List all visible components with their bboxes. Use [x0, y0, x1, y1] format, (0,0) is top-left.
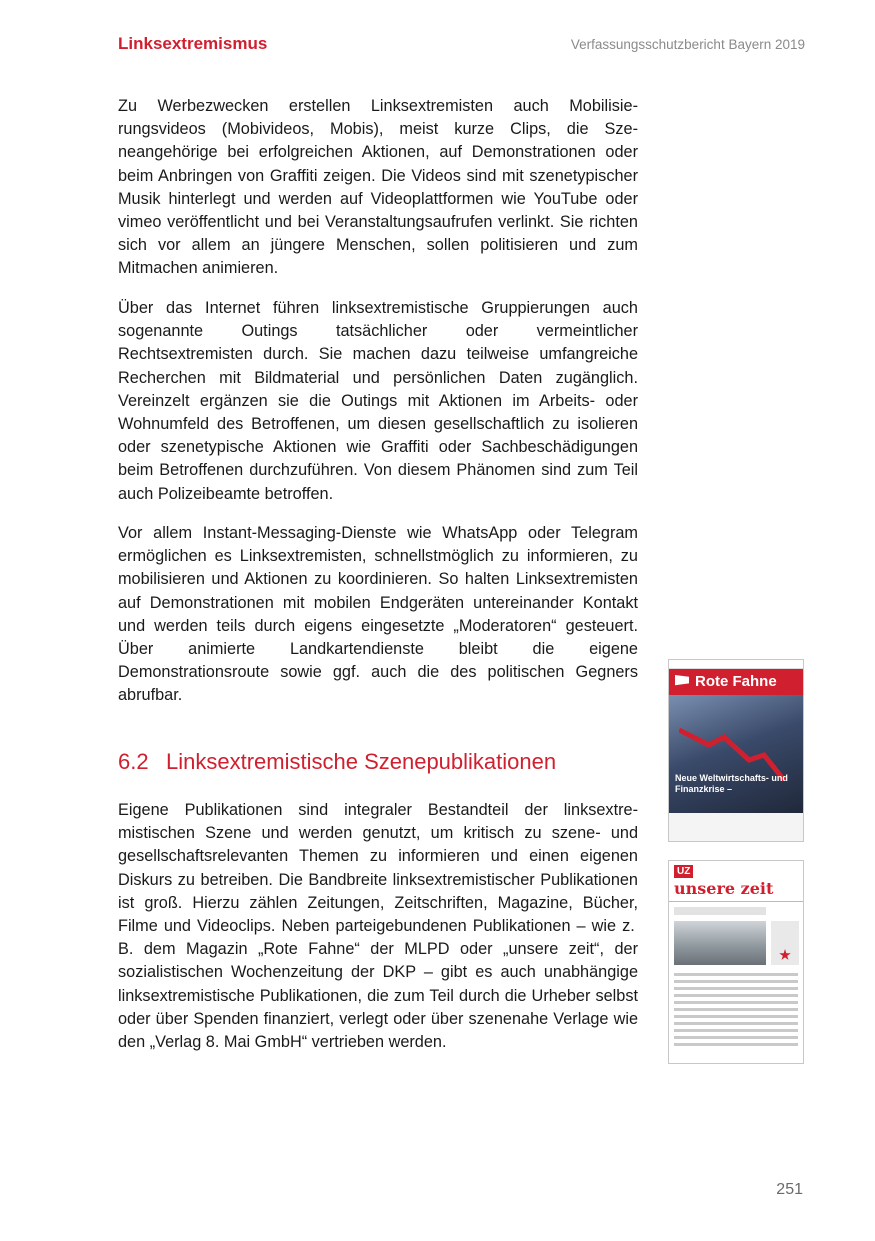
- cover-top-strip: [669, 660, 803, 669]
- cover-footer: [669, 813, 803, 842]
- section-title: Linksextremistische Szenepublikationen: [166, 749, 557, 774]
- paragraph-publikationen: Eigene Publikationen sind integraler Bestandteil der linksextremistischen Szene und werden genutzt, um kritisch zu szene- und gesellschaftsrelevanten Themen zu informieren und einen eigenen Diskurs zu betreiben. Die Bandbreite linksextremistischer Publikationen ist groß. Hierzu zählen Zeitungen, Zeitschriften, Magazine, Bücher, Filme und Videoclips. Neben parteigebundenen Publikationen – wie z. B. dem Magazin „Rote Fahne“ der MLPD oder „unsere zeit“, der sozialistischen Wochenzeitung der DKP – gibt es auch unabhängige linksextremistische Publikationen, die zum Teil durch die Urheber selbst oder über Spenden finanziert, verlegt oder über szenenahe Verlage wie den „Verlag 8. Mai GmbH“ vertrieben werden.: [118, 801, 638, 1052]
- page-number: 251: [776, 1181, 803, 1198]
- unsere-zeit-cover-photo: [674, 921, 766, 965]
- cover-sidebar: [771, 921, 799, 965]
- section-heading: [118, 749, 556, 775]
- cover-text-lines: [674, 973, 798, 1050]
- cover-subheadline-bar: [674, 907, 766, 915]
- rote-fahne-cover: [668, 659, 804, 842]
- paragraph-mobivideos: Zu Werbezwecken erstellen Linksextremisten auch Mobilisierungsvideos (Mobivideos, Mobis), meist kurze Clips, die Szeneangehörige bei erfolgreichen Aktionen, auf Demonstrationen oder beim Anbringen von Graffiti zeigen. Die Videos sind mit szenetypischer Musik hinterlegt und werden auf Videoplattformen wie YouTube oder vimeo veröffentlicht und bei Veranstaltungsaufrufen verlinkt. Sie richten sich vor allem an jüngere Menschen, sollen politisieren und zum Mitmachen animieren.: [118, 97, 638, 278]
- section-number: 6.2: [118, 749, 149, 774]
- unsere-zeit-cover: [668, 860, 804, 1064]
- rote-fahne-masthead: [669, 669, 803, 695]
- paragraph-outings: Über das Internet führen linksextremistische Gruppierungen auch sogenannte Outings tatsächlicher oder vermeintlicher Rechtsextremisten durch. Sie machen dazu teilweise umfangreiche Recherchen mit Bildmaterial und persönlichen Daten zugänglich. Vereinzelt ergänzen sie die Outings mit Aktionen im Arbeits- oder Wohnumfeld des Betroffenen, um diesen gesellschaftlich zu isolieren oder szenetypische Aktionen wie Graffiti oder Sachbeschädigungen beim Betroffenen durchzuführen. Von diesem Phänomen sind zum Teil auch Polizeibeamte betroffen.: [118, 299, 638, 503]
- rote-fahne-cover-photo: [669, 695, 803, 813]
- chapter-title: Linksextremismus: [118, 34, 268, 53]
- uz-logo: UZ: [674, 865, 693, 878]
- unsere-zeit-title: unsere zeit: [674, 879, 774, 898]
- rote-fahne-headline: Neue Weltwirtschafts- und Finanzkrise –: [675, 773, 788, 794]
- paragraph-messaging: Vor allem Instant-Messaging-Dienste wie WhatsApp oder Telegram ermöglichen es Linksextremisten, schnellstmöglich zu informieren, zu mobilisieren und Aktionen zu koordinieren. So halten Linksextremisten auf Demonstrationen mit mobilen Endgeräten untereinander Kontakt und werden teils durch eigens eingesetzte „Moderatoren“ gesteuert. Über animierte Landkartendienste bleibt die eigene Demonstrationsroute sowie ggf. auch die des politischen Gegners abrufbar.: [118, 524, 638, 705]
- rote-fahne-masthead-text: Rote Fahne: [695, 673, 777, 690]
- unsere-zeit-masthead: [669, 861, 803, 902]
- flag-icon: [675, 675, 689, 687]
- report-title: Verfassungsschutzbericht Bayern 2019: [570, 37, 805, 52]
